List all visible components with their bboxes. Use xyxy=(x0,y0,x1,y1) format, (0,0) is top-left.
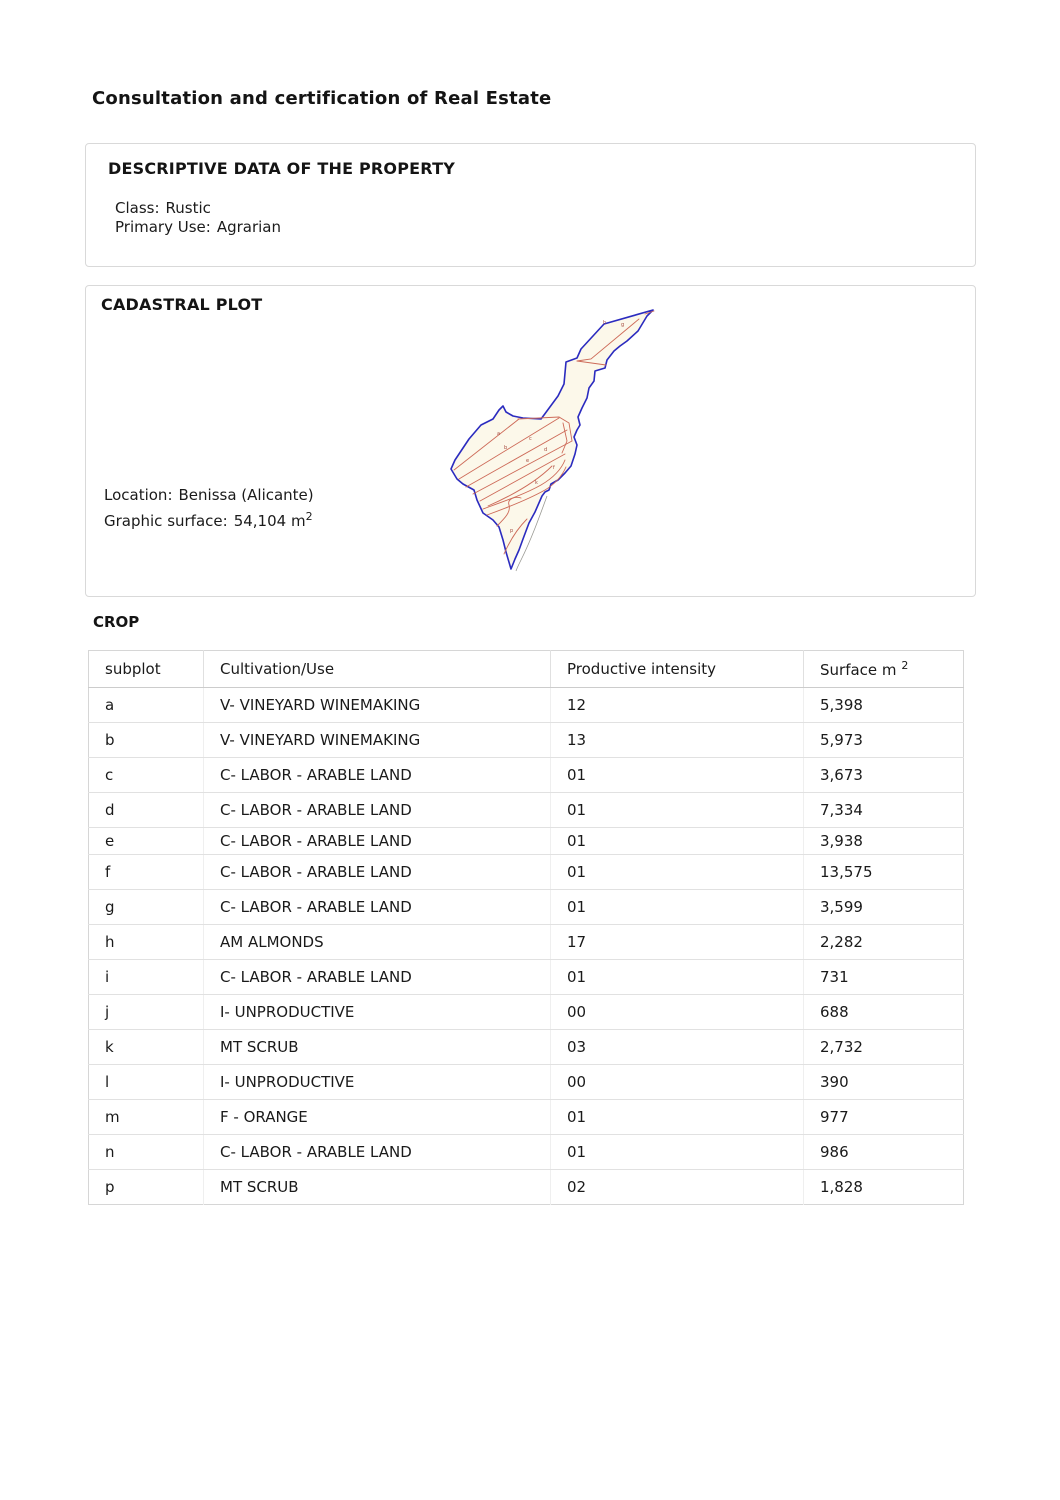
graphic-surface-label: Graphic surface: xyxy=(104,512,228,530)
map-subplot-label: h xyxy=(603,320,607,326)
table-row xyxy=(89,855,964,890)
cell-subplot: d xyxy=(89,793,204,828)
descriptive-data-heading: DESCRIPTIVE DATA OF THE PROPERTY xyxy=(108,159,455,178)
cell-use: MT SCRUB xyxy=(204,1170,551,1205)
cadastral-map-svg xyxy=(441,302,671,574)
cell-intensity: 01 xyxy=(551,890,804,925)
table-row xyxy=(89,688,964,723)
cell-use: C- LABOR - ARABLE LAND xyxy=(204,793,551,828)
cell-subplot: m xyxy=(89,1100,204,1135)
table-row xyxy=(89,995,964,1030)
cell-subplot: e xyxy=(89,828,204,855)
table-row xyxy=(89,1030,964,1065)
cell-surface: 5,973 xyxy=(804,723,964,758)
column-header-surface-superscript: 2 xyxy=(901,659,909,672)
map-subplot-label: b xyxy=(504,445,508,451)
cell-subplot: j xyxy=(89,995,204,1030)
cell-subplot: g xyxy=(89,890,204,925)
cell-intensity: 03 xyxy=(551,1030,804,1065)
cadastral-map xyxy=(441,302,671,574)
cell-intensity: 00 xyxy=(551,995,804,1030)
primary-use-value: Agrarian xyxy=(216,218,281,236)
crop-heading: CROP xyxy=(93,613,140,631)
location-value: Benissa (Alicante) xyxy=(178,486,314,504)
table-row xyxy=(89,723,964,758)
table-row xyxy=(89,1065,964,1100)
table-row xyxy=(89,890,964,925)
cell-subplot: p xyxy=(105,1178,115,1196)
plot-outline xyxy=(451,310,653,569)
cell-subplot: i xyxy=(89,960,204,995)
column-header-intensity: Productive intensity xyxy=(551,651,804,688)
cell-intensity: 01 xyxy=(551,758,804,793)
cadastral-plot-heading: CADASTRAL PLOT xyxy=(101,295,263,314)
class-field xyxy=(115,199,281,218)
cell-intensity: 01 xyxy=(551,1100,804,1135)
graphic-surface-line xyxy=(104,506,314,532)
cell-intensity: 01 xyxy=(551,960,804,995)
descriptive-data-section xyxy=(85,143,976,267)
cell-intensity: 13 xyxy=(551,723,804,758)
cell-use: I- UNPRODUCTIVE xyxy=(204,995,551,1030)
cell-subplot: b xyxy=(89,723,204,758)
cell-surface: 2,282 xyxy=(804,925,964,960)
cell-surface: 3,599 xyxy=(804,890,964,925)
table-row xyxy=(89,1170,964,1205)
cell-use: AM ALMONDS xyxy=(204,925,551,960)
cell-surface: 731 xyxy=(804,960,964,995)
cell-intensity: 12 xyxy=(551,688,804,723)
column-header-subplot: subplot xyxy=(89,651,204,688)
cell-subplot: l xyxy=(89,1065,204,1100)
cell-intensity: 02 xyxy=(551,1170,804,1205)
map-subplot-label: g xyxy=(621,322,625,328)
table-row xyxy=(89,793,964,828)
cell-surface: 1,828 xyxy=(804,1170,964,1205)
primary-use-label: Primary Use: xyxy=(115,218,211,236)
cell-intensity: 01 xyxy=(551,793,804,828)
cell-use: C- LABOR - ARABLE LAND xyxy=(204,960,551,995)
cell-use: C- LABOR - ARABLE LAND xyxy=(204,855,551,890)
cadastral-info xyxy=(104,485,314,532)
column-header-use: Cultivation/Use xyxy=(204,651,551,688)
map-subplot-label: k xyxy=(535,480,538,486)
cell-intensity: 01 xyxy=(551,855,804,890)
map-subplot-label: a xyxy=(497,431,501,437)
cell-intensity: 01 xyxy=(551,828,804,855)
table-row xyxy=(89,1135,964,1170)
cell-surface: 3,673 xyxy=(804,758,964,793)
location-label: Location: xyxy=(104,486,173,504)
map-subplot-label: f xyxy=(553,465,555,471)
cell-intensity: 17 xyxy=(551,925,804,960)
table-row xyxy=(89,960,964,995)
cell-subplot: f xyxy=(89,855,204,890)
crop-table xyxy=(88,650,964,1205)
graphic-surface-value: 54,104 m xyxy=(233,512,306,530)
cell-intensity: 01 xyxy=(551,1135,804,1170)
cell-surface: 688 xyxy=(804,995,964,1030)
graphic-surface-superscript: 2 xyxy=(305,510,313,523)
primary-use-field xyxy=(115,218,281,237)
cell-surface: 986 xyxy=(804,1135,964,1170)
cell-surface: 3,938 xyxy=(804,828,964,855)
location-line xyxy=(104,485,314,506)
cell-subplot: k xyxy=(89,1030,204,1065)
page-title: Consultation and certification of Real Estate xyxy=(92,88,552,109)
table-row xyxy=(89,758,964,793)
cell-use: C- LABOR - ARABLE LAND xyxy=(204,1135,551,1170)
map-subplot-label: c xyxy=(529,436,532,442)
table-row xyxy=(89,828,964,855)
map-subplot-label: p xyxy=(510,528,514,534)
descriptive-fields xyxy=(115,199,281,237)
cell-use: C- LABOR - ARABLE LAND xyxy=(204,890,551,925)
cell-use: V- VINEYARD WINEMAKING xyxy=(204,688,551,723)
map-subplot-label: e xyxy=(526,458,530,464)
cell-use: F - ORANGE xyxy=(204,1100,551,1135)
cell-surface: 13,575 xyxy=(804,855,964,890)
cell-surface: 2,732 xyxy=(804,1030,964,1065)
cell-use: C- LABOR - ARABLE LAND xyxy=(204,758,551,793)
cell-surface: 7,334 xyxy=(804,793,964,828)
cell-surface: 390 xyxy=(804,1065,964,1100)
cell-subplot: h xyxy=(89,925,204,960)
cadastral-plot-section xyxy=(85,285,976,597)
table-header-row xyxy=(89,651,964,688)
cell-use: C- LABOR - ARABLE LAND xyxy=(204,828,551,855)
class-label: Class: xyxy=(115,199,160,217)
table-row xyxy=(89,925,964,960)
cell-use: I- UNPRODUCTIVE xyxy=(204,1065,551,1100)
cell-use: V- VINEYARD WINEMAKING xyxy=(204,723,551,758)
cell-intensity: 00 xyxy=(551,1065,804,1100)
cell-surface: 977 xyxy=(804,1100,964,1135)
column-header-surface-text: Surface m xyxy=(820,661,897,679)
map-subplot-label: d xyxy=(544,447,548,453)
cell-subplot: n xyxy=(89,1135,204,1170)
cell-subplot: c xyxy=(89,758,204,793)
cell-surface: 5,398 xyxy=(804,688,964,723)
column-header-surface xyxy=(804,651,964,688)
cell-use: MT SCRUB xyxy=(204,1030,551,1065)
table-row xyxy=(89,1100,964,1135)
cell-subplot: a xyxy=(89,688,204,723)
class-value: Rustic xyxy=(165,199,211,217)
